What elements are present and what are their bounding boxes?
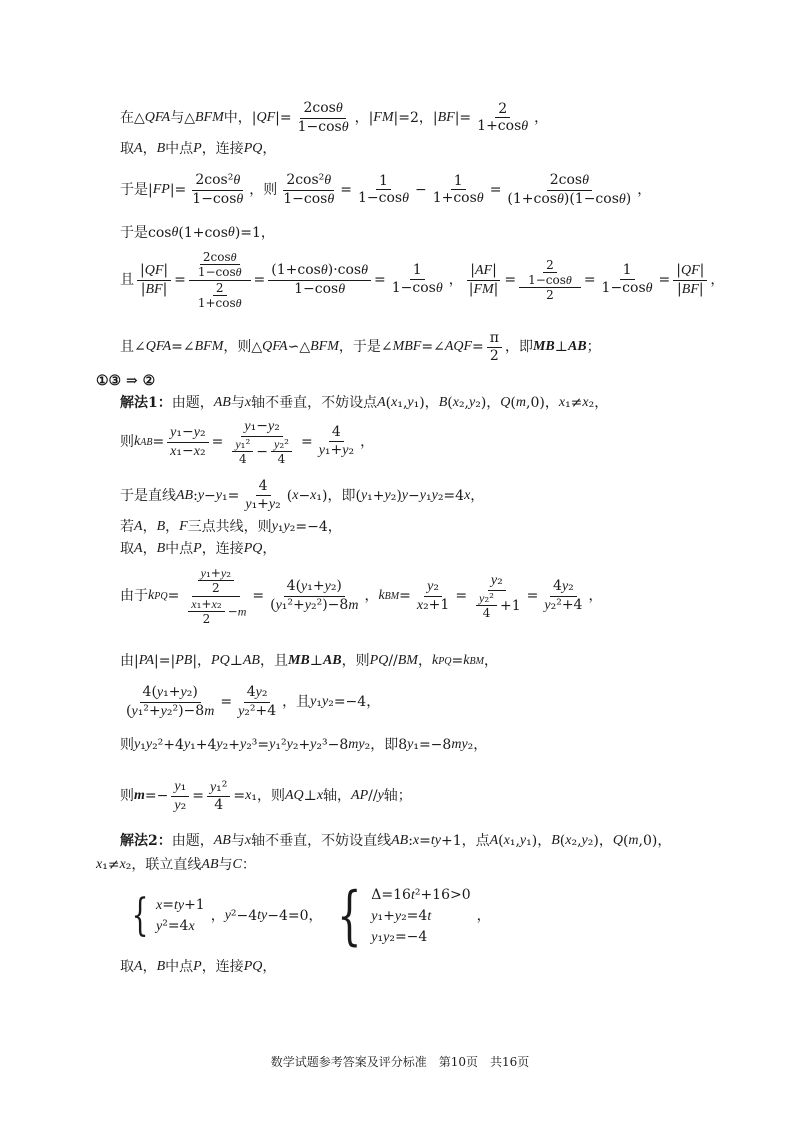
line-19: x ₁≠ x ₂，联立直线 AB 与 C ： xyxy=(96,857,256,873)
line-17: 则 m =− $\frac{\text{y₁}}{\text{y₂}}$ = $\frac{\text{y₁²}}{4}$ = x ₁，则 AQ ⊥ x 轴， AP // y 轴； xyxy=(120,778,412,814)
line-10: 于是直线 AB : y − y ₁= $\frac{4}{\text{y₁+y₂}}$ ( x − x ₁)，即( y ₁+ y ₂) y − y ₁ y ₂=4 x ， xyxy=(120,478,485,512)
line-14: 由| PA |=| PB |， PQ ⊥ AB ，且 MB ⊥ AB ，则 PQ // BM ， k PQ = k BM ， xyxy=(120,653,498,669)
line-3: 于是| FP |= $\frac{\text{2cos²θ}}{1-\cos\theta}$ ，则 $\frac{\text{2cos²θ}}{1-\cos\theta}$ = $\frac{1}{1-\cos\theta}$ − $\frac{1}{1+\cos\theta}$ = $\frac{2\cos\theta}{(1+\cos\theta)(1-\cos\theta)}$ ， xyxy=(120,172,652,207)
line-7: ①③ ⇒ ② xyxy=(96,373,156,389)
line-21: 取 A ， B 中点 P ，连接 PQ ， xyxy=(120,959,277,975)
line-12: 取 A ， B 中点 P ，连接 PQ ， xyxy=(120,541,277,557)
line-6: 且∠ QFA =∠ BFM ，则△ QFA ∽△ BFM ，于是∠ MBF =∠ AQF = $\frac{\pi}{2}$ ，即 MB ⊥ AB ； xyxy=(120,330,601,364)
line-16: 则 y ₁ y ₂²+4 y ₁+4 y ₂+ y ₂³= y ₁² y ₂+ y ₂³−8 my ₂，即8 y ₁=−8 my ₂， xyxy=(120,737,488,753)
line-8: 解法1： 由题， AB 与 x 轴不垂直，不妨设点 A ( x ₁, y ₁)， B ( x ₂, y ₂)， Q ( m ,0)， x ₁≠ x ₂， xyxy=(120,395,609,411)
line-20: { x=ty+1 y²=4x ， y ²−4 ty −4=0， { Δ=16t²+16>0 y₁+y₂=4t y₁y₂=−4 ， xyxy=(120,884,730,948)
page-footer: 数学试题参考答案及评分标准 第10页 共16页 xyxy=(270,1055,530,1069)
line-1: 在△ QFA 与△ BFM 中，| QF |= $\frac{2\cos\theta}{1-\cos\theta}$ ，| FM |=2，| BF |= $\frac{2}{1+\cos\theta}$ ， xyxy=(120,100,549,135)
line-5: 且 $\frac{|QF|}{|BF|}$ = $\frac{\frac{2\cos\theta}{1-\cos\theta}}{\frac{2}{1+\cos\theta}}$ = $\frac{(1+\cos\theta)\cdot\cos\theta}{1-\cos\theta}$ = $\frac{1}{1-\cos\theta}$ ， $\frac{|AF|}{|FM|}$ = $\frac{\frac{2}{1-\cos\theta}}{2}$ = $\frac{1}{1-\cos\theta}$ = $\frac{|QF|}{|BF|}$ ， xyxy=(120,250,725,311)
line-13: 由于 k PQ = $\frac{\text{y₁+y₂}}{2}$ $\frac{\text{x₁+x₂}}{2}$ −m = $\frac{\text{4(y₁+y₂)}}{\text{(y₁²+y₂²)−8m}}$ ， k BM = $\frac{\text{y₂}}{\text{x₂+1}}$ = y₂ $\frac{\text{y₂²}}{4}$ +1 = $\frac{\text{4y₂}}{\text{y₂²+4}}$ ， xyxy=(120,566,603,627)
line-9: 则 k AB = $\frac{\text{y₁−y₂}}{\text{x₁−x₂}}$ = y₁−y₂ $\frac{\text{y₁²}}{4}$ − $\frac{\text{y₂²}}{4}$ = $\frac{4}{\text{y₁+y₂}}$ ， xyxy=(120,418,375,467)
line-4: 于是cos θ (1+cos θ )=1， xyxy=(120,225,275,241)
line-11: 若 A ， B ， F 三点共线，则 y ₁ y ₂=−4， xyxy=(120,519,342,535)
line-15: $\frac{\text{4(y₁+y₂)}}{\text{(y₁²+y₂²)−8m}}$ = $\frac{\text{4y₂}}{\text{y₂²+4}}$ ，且 y ₁ y ₂=−4， xyxy=(126,684,381,719)
line-2: 取 A ， B 中点 P ，连接 PQ ， xyxy=(120,141,277,157)
system-2: { Δ=16t²+16>0 y₁+y₂=4t y₁y₂=−4 xyxy=(336,879,471,953)
system-1: { x=ty+1 y²=4x xyxy=(131,890,205,941)
line-18: 解法2： 由题， AB 与 x 轴不垂直，不妨设直线 AB : x = ty +1，点 A ( x ₁, y ₁)， B ( x ₂, y ₂)， Q ( m ,0)， xyxy=(120,833,672,849)
